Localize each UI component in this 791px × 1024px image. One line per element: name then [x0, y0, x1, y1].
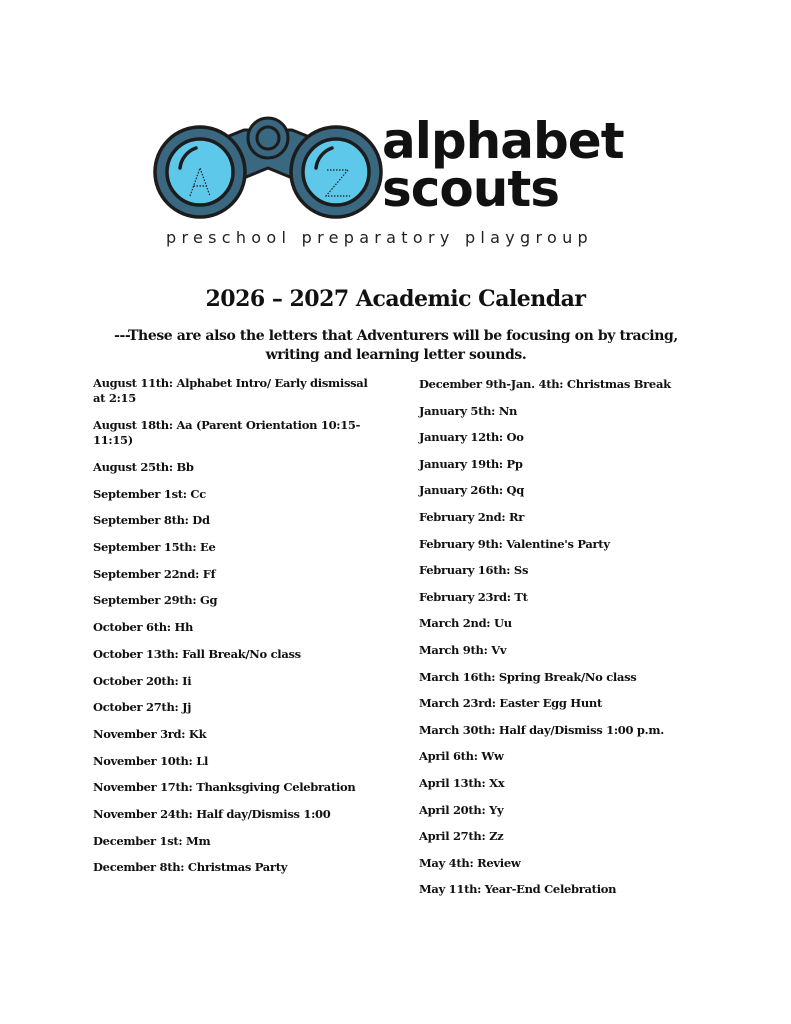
calendar-entry: September 29th: Gg — [93, 593, 218, 608]
calendar-entry: February 2nd: Rr — [419, 509, 524, 524]
binoculars-icon — [152, 112, 384, 220]
calendar-entry: March 30th: Half day/Dismiss 1:00 p.m. — [419, 722, 664, 737]
calendar-entry: April 6th: Ww — [419, 749, 504, 764]
calendar-entry: August 25th: Bb — [93, 460, 194, 474]
calendar-entry: April 13th: Xx — [419, 775, 505, 790]
calendar-entry: September 8th: Dd — [93, 513, 210, 528]
calendar-entry: November 10th: Ll — [93, 753, 209, 768]
calendar-entry: March 16th: Spring Break/No class — [419, 669, 637, 684]
logo-tagline: preschool preparatory playgroup — [166, 228, 594, 247]
calendar-entry: February 9th: Valentine's Party — [419, 536, 610, 551]
calendar-entry: October 27th: Jj — [93, 700, 192, 715]
calendar-entry: March 2nd: Uu — [419, 616, 512, 631]
calendar-entry: November 17th: Thanksgiving Celebration — [93, 780, 356, 795]
calendar-entry: November 3rd: Kk — [93, 726, 207, 741]
calendar-entry: March 9th: Vv — [419, 642, 507, 657]
calendar-entry: October 6th: Hh — [93, 620, 194, 635]
calendar-entry: February 16th: Ss — [419, 563, 529, 578]
calendar-entry: January 5th: Nn — [419, 403, 518, 418]
calendar-right-column — [419, 377, 719, 909]
calendar-entry: December 8th: Christmas Party — [93, 860, 288, 875]
brand-name-line-1: alphabet — [382, 112, 624, 170]
calendar-entry: February 23rd: Tt — [419, 589, 528, 604]
calendar-entry: January 19th: Pp — [419, 456, 523, 471]
calendar-left-column — [93, 376, 378, 887]
page-title: 2026 – 2027 Academic Calendar — [205, 286, 586, 312]
calendar-entry: August 11th: Alphabet Intro/ Early dismissal at 2:15 — [93, 376, 368, 405]
brand-name-line-2: scouts — [382, 160, 560, 218]
calendar-entry: September 1st: Cc — [93, 486, 206, 501]
alphabet-scouts-logo — [152, 112, 642, 252]
calendar-entry: December 1st: Mm — [93, 833, 211, 848]
calendar-entry: January 26th: Qq — [419, 483, 524, 498]
calendar-entry: November 24th: Half day/Dismiss 1:00 — [93, 806, 331, 821]
calendar-entry: May 11th: Year-End Celebration — [419, 882, 617, 897]
calendar-entry: September 15th: Ee — [93, 540, 216, 555]
calendar-entry: December 9th-Jan. 4th: Christmas Break — [419, 377, 671, 391]
calendar-entry: April 20th: Yy — [419, 802, 504, 817]
calendar-entry: October 13th: Fall Break/No class — [93, 646, 301, 661]
calendar-entry: January 12th: Oo — [419, 430, 524, 445]
page-subtitle: ---These are also the letters that Adventurers will be focusing on by tracing, writing and learning letter sounds. — [114, 328, 678, 363]
calendar-entry: May 4th: Review — [419, 855, 521, 870]
calendar-entry: March 23rd: Easter Egg Hunt — [419, 696, 602, 711]
calendar-entry: August 18th: Aa (Parent Orientation 10:15-11:15) — [93, 418, 361, 447]
calendar-entry: September 22nd: Ff — [93, 566, 216, 581]
calendar-entry: October 20th: Ii — [93, 673, 192, 688]
calendar-entry: April 27th: Zz — [419, 829, 504, 844]
